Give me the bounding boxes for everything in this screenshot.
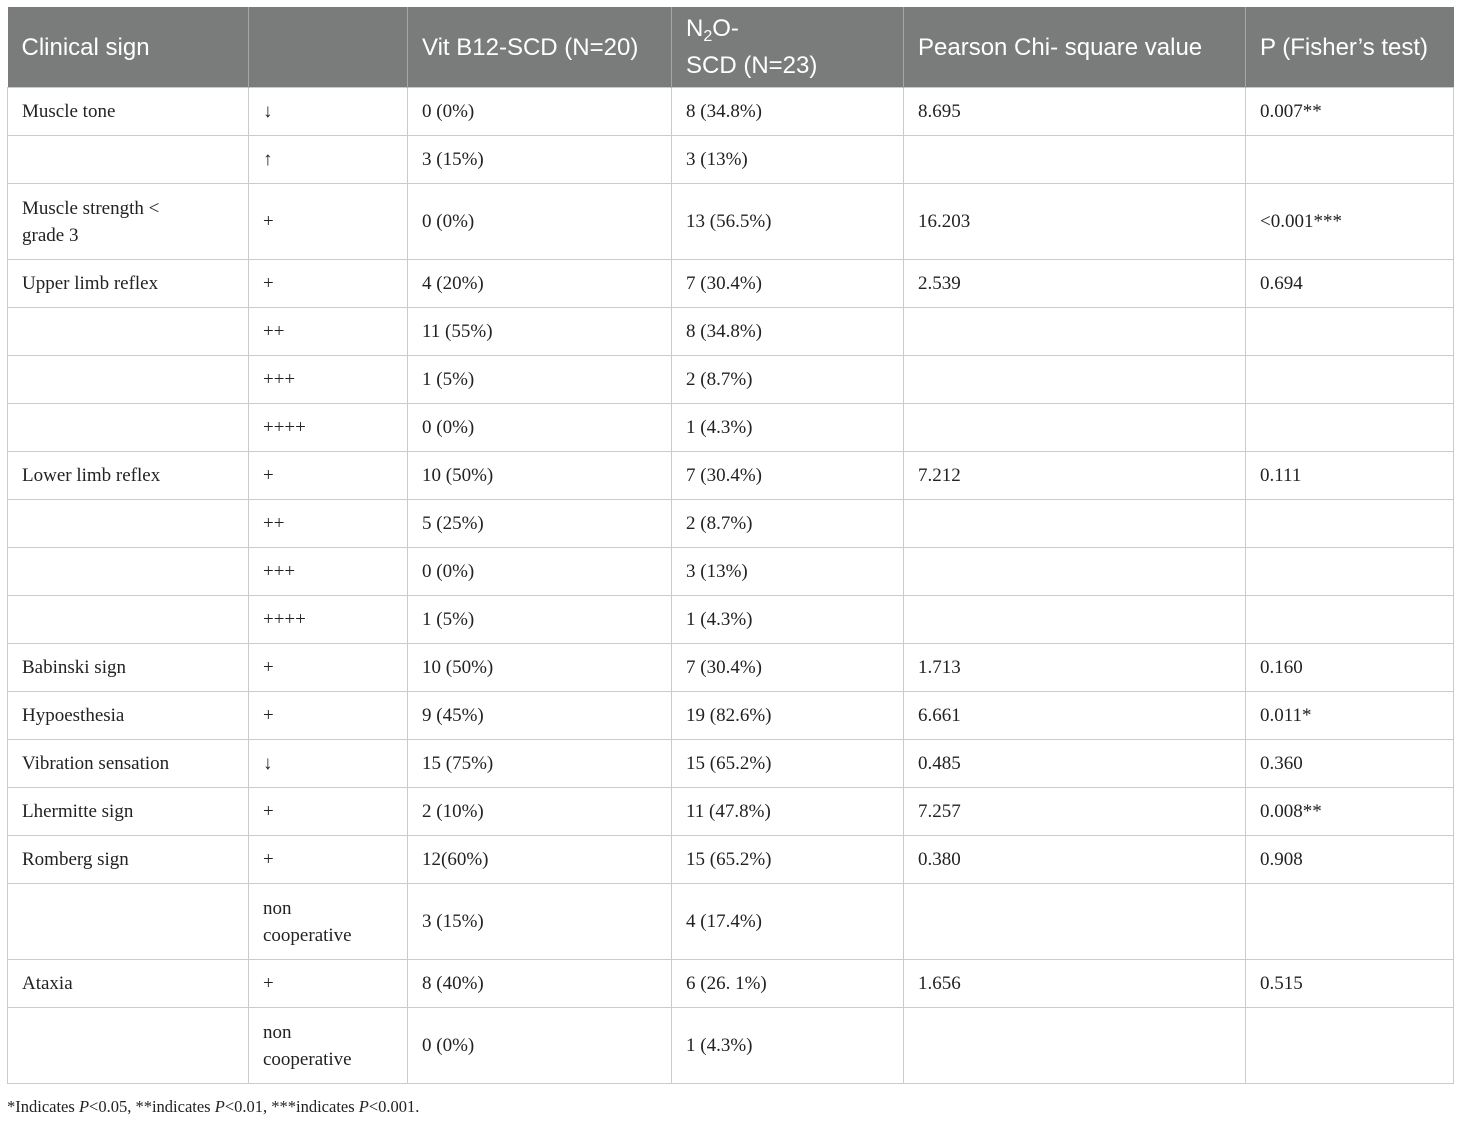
table-container — [7, 7, 1453, 1084]
cell-n2o: 7 (30.4%) — [672, 260, 904, 308]
header-n2o-line1-rest: O- — [712, 15, 739, 42]
header-chi-square: Pearson Chi- square value — [904, 7, 1246, 88]
table-row — [8, 596, 1454, 644]
cell-vit-b12: 0 (0%) — [408, 1008, 672, 1084]
cell-level: + — [249, 184, 408, 260]
cell-n2o: 8 (34.8%) — [672, 88, 904, 136]
cell-chi-square: 1.656 — [904, 960, 1246, 1008]
table-row — [8, 960, 1454, 1008]
cell-chi-square — [904, 404, 1246, 452]
table-row — [8, 692, 1454, 740]
cell-n2o: 3 (13%) — [672, 548, 904, 596]
cell-n2o: 4 (17.4%) — [672, 884, 904, 960]
cell-p-value: 0.515 — [1246, 960, 1454, 1008]
cell-level-line2: cooperative — [263, 924, 352, 946]
cell-level: ++++ — [249, 404, 408, 452]
cell-chi-square — [904, 548, 1246, 596]
cell-clinical-sign: Muscle tone — [8, 88, 249, 136]
cell-level: + — [249, 260, 408, 308]
cell-vit-b12: 10 (50%) — [408, 644, 672, 692]
cell-vit-b12: 11 (55%) — [408, 308, 672, 356]
cell-clinical-sign: Babinski sign — [8, 644, 249, 692]
cell-chi-square: 0.485 — [904, 740, 1246, 788]
table-header — [8, 7, 1454, 88]
cell-p-value — [1246, 136, 1454, 184]
cell-p-value — [1246, 356, 1454, 404]
footnote-p-1: P — [78, 1097, 90, 1116]
cell-chi-square — [904, 356, 1246, 404]
footnote-text-3: <0.01, ***indicates — [224, 1097, 359, 1116]
cell-n2o: 1 (4.3%) — [672, 404, 904, 452]
cell-p-value: 0.908 — [1246, 836, 1454, 884]
table-row — [8, 308, 1454, 356]
cell-chi-square: 0.380 — [904, 836, 1246, 884]
header-n2o-n: N — [686, 15, 704, 42]
table-row — [8, 644, 1454, 692]
cell-n2o: 2 (8.7%) — [672, 500, 904, 548]
cell-vit-b12: 5 (25%) — [408, 500, 672, 548]
table-row — [8, 1008, 1454, 1084]
cell-clinical-sign — [8, 884, 249, 960]
cell-vit-b12: 2 (10%) — [408, 788, 672, 836]
cell-p-value: 0.008** — [1246, 788, 1454, 836]
cell-clinical-sign: Lower limb reflex — [8, 452, 249, 500]
cell-p-value: 0.360 — [1246, 740, 1454, 788]
cell-level-line1: non — [263, 897, 292, 919]
cell-clinical-sign-line1: Muscle strength < — [22, 197, 160, 219]
cell-clinical-sign — [8, 404, 249, 452]
cell-clinical-sign — [8, 136, 249, 184]
table-row — [8, 184, 1454, 260]
cell-n2o: 19 (82.6%) — [672, 692, 904, 740]
cell-chi-square: 6.661 — [904, 692, 1246, 740]
table-row — [8, 836, 1454, 884]
cell-n2o: 15 (65.2%) — [672, 836, 904, 884]
cell-p-value — [1246, 548, 1454, 596]
cell-clinical-sign: Lhermitte sign — [8, 788, 249, 836]
cell-clinical-sign: Upper limb reflex — [8, 260, 249, 308]
cell-n2o: 3 (13%) — [672, 136, 904, 184]
cell-chi-square: 8.695 — [904, 88, 1246, 136]
cell-n2o: 15 (65.2%) — [672, 740, 904, 788]
cell-p-value — [1246, 1008, 1454, 1084]
table-row — [8, 740, 1454, 788]
table-body — [8, 88, 1454, 1084]
header-p-value: P (Fisher’s test) — [1246, 7, 1454, 88]
cell-n2o: 13 (56.5%) — [672, 184, 904, 260]
cell-level: ++ — [249, 308, 408, 356]
clinical-signs-table — [7, 7, 1454, 1084]
header-level — [249, 7, 408, 88]
table-row — [8, 500, 1454, 548]
table-row — [8, 88, 1454, 136]
cell-level — [249, 884, 408, 960]
cell-chi-square — [904, 884, 1246, 960]
cell-p-value — [1246, 404, 1454, 452]
footnote-text-1: *Indicates — [7, 1097, 79, 1116]
cell-clinical-sign — [8, 596, 249, 644]
header-n2o-line2: SCD (N=23) — [686, 52, 818, 79]
footnote-p-2: P — [214, 1097, 225, 1116]
cell-p-value: 0.007** — [1246, 88, 1454, 136]
cell-level: + — [249, 644, 408, 692]
cell-vit-b12: 8 (40%) — [408, 960, 672, 1008]
cell-clinical-sign — [8, 308, 249, 356]
table-row — [8, 548, 1454, 596]
header-vit-b12: Vit B12-SCD (N=20) — [408, 7, 672, 88]
cell-clinical-sign: Hypoesthesia — [8, 692, 249, 740]
cell-vit-b12: 10 (50%) — [408, 452, 672, 500]
cell-clinical-sign — [8, 548, 249, 596]
cell-chi-square: 2.539 — [904, 260, 1246, 308]
footnote-text-2: <0.05, **indicates — [89, 1097, 215, 1116]
table-row — [8, 404, 1454, 452]
cell-vit-b12: 12(60%) — [408, 836, 672, 884]
cell-level-line2: cooperative — [263, 1048, 352, 1070]
cell-clinical-sign: Romberg sign — [8, 836, 249, 884]
cell-clinical-sign — [8, 356, 249, 404]
table-footnote — [7, 1097, 419, 1117]
table-row — [8, 260, 1454, 308]
cell-p-value: 0.694 — [1246, 260, 1454, 308]
cell-chi-square: 7.257 — [904, 788, 1246, 836]
cell-level: + — [249, 452, 408, 500]
cell-vit-b12: 4 (20%) — [408, 260, 672, 308]
cell-p-value — [1246, 596, 1454, 644]
cell-n2o: 7 (30.4%) — [672, 452, 904, 500]
cell-p-value: 0.160 — [1246, 644, 1454, 692]
cell-level: + — [249, 788, 408, 836]
cell-level-line1: non — [263, 1021, 292, 1043]
cell-clinical-sign: Vibration sensation — [8, 740, 249, 788]
cell-n2o: 11 (47.8%) — [672, 788, 904, 836]
cell-level: + — [249, 692, 408, 740]
cell-vit-b12: 0 (0%) — [408, 548, 672, 596]
cell-p-value — [1246, 500, 1454, 548]
table-row — [8, 136, 1454, 184]
table-row — [8, 788, 1454, 836]
cell-chi-square — [904, 500, 1246, 548]
cell-vit-b12: 1 (5%) — [408, 356, 672, 404]
header-n2o-subscript: 2 — [703, 28, 713, 45]
cell-level: ++ — [249, 500, 408, 548]
cell-chi-square — [904, 136, 1246, 184]
cell-level: ++++ — [249, 596, 408, 644]
cell-clinical-sign-line2: grade 3 — [22, 224, 79, 246]
footnote-text-4: <0.001. — [368, 1097, 420, 1116]
cell-vit-b12: 3 (15%) — [408, 884, 672, 960]
cell-level: +++ — [249, 356, 408, 404]
cell-n2o: 2 (8.7%) — [672, 356, 904, 404]
cell-chi-square: 16.203 — [904, 184, 1246, 260]
cell-vit-b12: 0 (0%) — [408, 404, 672, 452]
table-row — [8, 356, 1454, 404]
cell-p-value: <0.001*** — [1246, 184, 1454, 260]
cell-level: ↓ — [249, 740, 408, 788]
cell-vit-b12: 1 (5%) — [408, 596, 672, 644]
cell-n2o: 8 (34.8%) — [672, 308, 904, 356]
cell-n2o: 7 (30.4%) — [672, 644, 904, 692]
cell-vit-b12: 0 (0%) — [408, 184, 672, 260]
cell-vit-b12: 9 (45%) — [408, 692, 672, 740]
cell-clinical-sign — [8, 500, 249, 548]
cell-chi-square — [904, 596, 1246, 644]
cell-level: ↑ — [249, 136, 408, 184]
cell-n2o: 6 (26. 1%) — [672, 960, 904, 1008]
header-row — [8, 7, 1454, 88]
cell-chi-square — [904, 308, 1246, 356]
cell-chi-square: 7.212 — [904, 452, 1246, 500]
header-clinical-sign: Clinical sign — [8, 7, 249, 88]
cell-level: + — [249, 836, 408, 884]
cell-level: ↓ — [249, 88, 408, 136]
cell-p-value — [1246, 308, 1454, 356]
table-row — [8, 452, 1454, 500]
cell-vit-b12: 15 (75%) — [408, 740, 672, 788]
cell-vit-b12: 0 (0%) — [408, 88, 672, 136]
cell-p-value — [1246, 884, 1454, 960]
cell-clinical-sign — [8, 1008, 249, 1084]
cell-vit-b12: 3 (15%) — [408, 136, 672, 184]
cell-n2o: 1 (4.3%) — [672, 596, 904, 644]
table-row — [8, 884, 1454, 960]
cell-clinical-sign: Ataxia — [8, 960, 249, 1008]
cell-n2o: 1 (4.3%) — [672, 1008, 904, 1084]
cell-p-value: 0.111 — [1246, 452, 1454, 500]
cell-level: +++ — [249, 548, 408, 596]
header-n2o — [672, 7, 904, 88]
cell-level: + — [249, 960, 408, 1008]
cell-clinical-sign — [8, 184, 249, 260]
cell-chi-square — [904, 1008, 1246, 1084]
footnote-p-3: P — [358, 1097, 369, 1116]
cell-level — [249, 1008, 408, 1084]
cell-p-value: 0.011* — [1246, 692, 1454, 740]
cell-chi-square: 1.713 — [904, 644, 1246, 692]
